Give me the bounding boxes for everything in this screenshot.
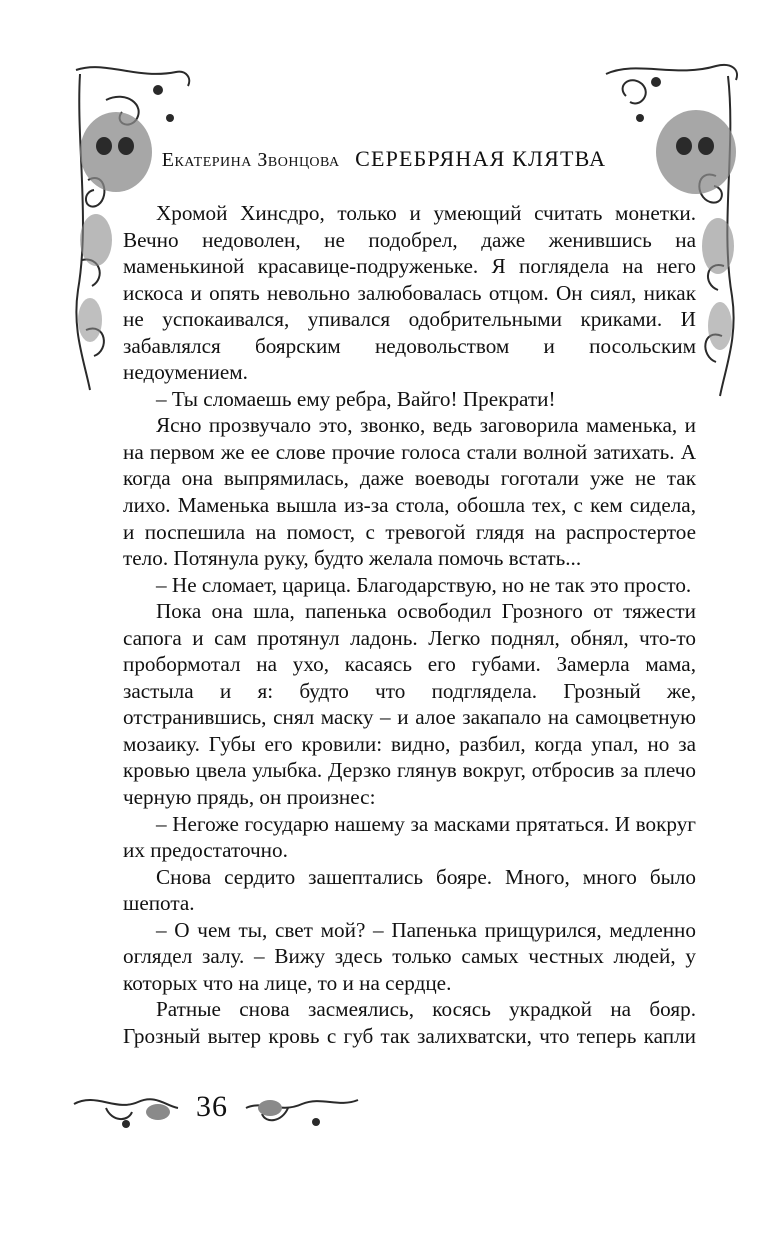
page-number: 36 xyxy=(196,1090,228,1123)
body-text xyxy=(123,200,696,1050)
paragraph: Снова сердито зашептались бояре. Много, много было шепота. xyxy=(123,864,696,916)
paragraph: Хромой Хинсдро, только и умеющий считать монетки. Вечно недоволен, не подобрел, даже женившись на маменькиной красавице-подруженьке. Я поглядела на него искоса и опять невольно залюбовалась отцом. Он сиял, никак не успокаивался, упивался одобрительными криками. И забавлялся боярским недовольством и посольским недоумением. xyxy=(123,201,696,385)
book-title: СЕРЕБРЯНАЯ КЛЯТВА xyxy=(355,146,607,171)
paragraph: Ратные снова засмеялись, косясь украдкой на бояр. Грозный вытер кровь с губ так залихватски, что теперь капли xyxy=(123,997,696,1048)
paragraph: Ясно прозвучало это, звонко, ведь заговорила маменька, и на первом же ее слове прочие голоса стали волной затихать. А когда она выпрямилась, даже воеводы гоготали уже не так лихо. Маменька вышла из-за стола, обошла тех, с кем сидела, и поспешила на помост, с тревогой глядя на распростертое тело. Потянула руку, будто желала помочь встать... xyxy=(123,413,696,571)
paragraph: – Негоже государю нашему за масками прятаться. И вокруг их предостаточно. xyxy=(123,811,696,863)
paragraph: – О чем ты, свет мой? – Папенька прищурился, медленно оглядел залу. – Вижу здесь только самых честных людей, у которых что на лице, то и на сердце. xyxy=(123,917,696,995)
paragraph: – Не сломает, царица. Благодарствую, но не так это просто. xyxy=(156,572,692,597)
paragraph: Пока она шла, папенька освободил Грозного от тяжести сапога и сам протянул ладонь. Легко поднял, обнял, что-то пробормотал на ухо, касаясь его губами. Замерла мама, застыла и я: будто что подглядела. Грозный же, отстранившись, снял маску – и алое закапало на самоцветную мозаику. Губы его кровили: видно, разбил, когда упал, но за кровью цвела улыбка. Дерзко глянув вокруг, отбросив за плечо черную прядь, он произнес: xyxy=(123,599,696,810)
paragraph: – Ты сломаешь ему ребра, Вайго! Прекрати! xyxy=(156,386,556,411)
author-name: Екатерина Звонцова xyxy=(161,149,340,171)
running-head xyxy=(0,146,768,172)
